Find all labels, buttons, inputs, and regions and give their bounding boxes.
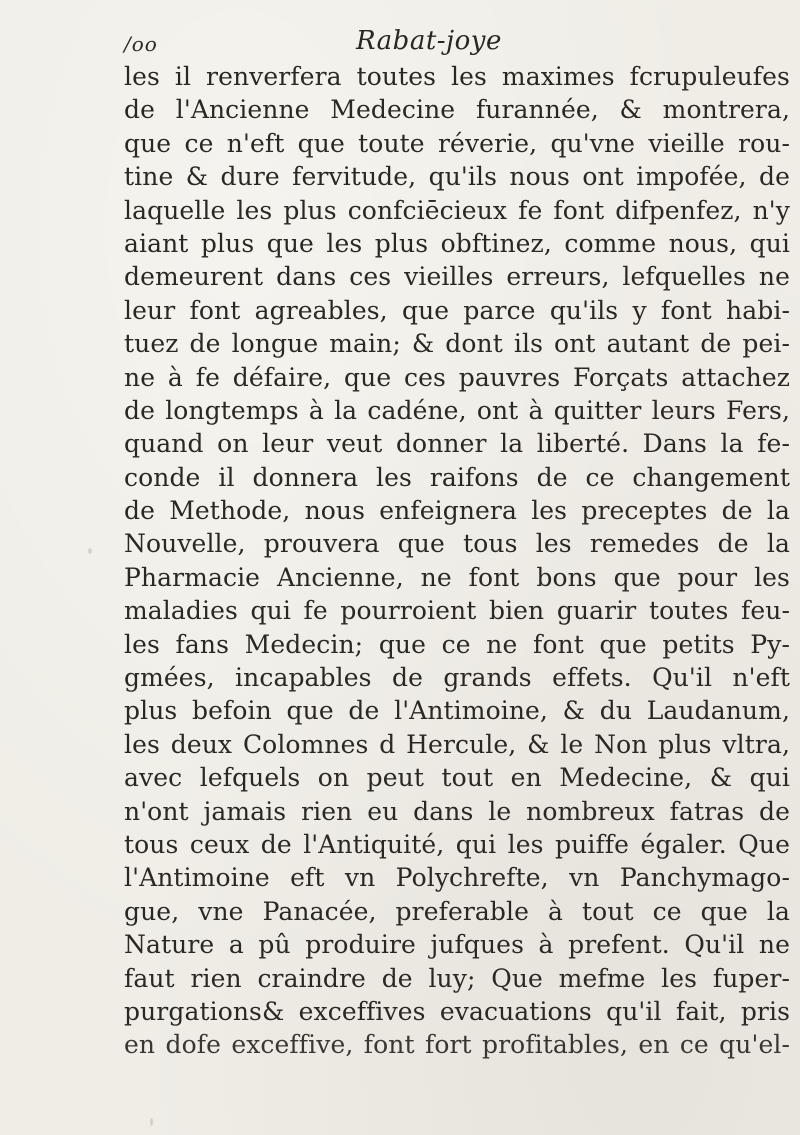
text-line: gmées, incapables de grands effets. Qu'il n'eft	[124, 663, 790, 693]
running-head: Rabat-joye	[356, 26, 502, 56]
text-line: tous ceux de l'Antiquité, qui les puiffe égaler. Que	[124, 829, 790, 859]
text-line: les il renverfera toutes les maximes fcrupuleufes	[124, 62, 790, 91]
ink-speck	[88, 548, 92, 554]
text-line: demeurent dans ces vieilles erreurs, lefquelles ne	[124, 262, 790, 292]
text-line: Pharmacie Ancienne, ne font bons que pour les	[124, 562, 790, 592]
text-line: de longtemps à la cadéne, ont à quitter leurs Fers,	[124, 395, 790, 425]
text-line: leur font agreables, que parce qu'ils y font habi-	[124, 295, 790, 325]
page-number: /oo	[124, 32, 158, 56]
text-line: laquelle les plus confciēcieux fe font difpenfez, n'y	[124, 195, 790, 225]
text-line: n'ont jamais rien eu dans le nombreux fatras de	[124, 796, 790, 826]
text-line: gue, vne Panacée, preferable à tout ce que la	[124, 896, 790, 926]
text-line: plus befoin que de l'Antimoine, & du Laudanum,	[124, 696, 790, 726]
text-line: faut rien craindre de luy; Que mefme les fuper-	[124, 963, 790, 993]
text-line: l'Antimoine eft vn Polychrefte, vn Panchymago-	[124, 863, 790, 893]
text-line: de l'Ancienne Medecine furannée, & montrera,	[124, 95, 790, 125]
text-line: les deux Colomnes d Hercule, & le Non plus vltra,	[124, 729, 790, 759]
text-line: que ce n'eft que toute réverie, qu'vne vieille rou-	[124, 128, 790, 158]
text-line: en dofe exceffive, font fort profitables, en ce qu'el-	[124, 1030, 790, 1060]
text-line: quand on leur veut donner la liberté. Dans la fe-	[124, 429, 790, 459]
text-line: Nature a pû produire jufques à prefent. Qu'il ne	[124, 930, 790, 960]
body-text	[124, 60, 790, 1062]
text-line: de Methode, nous enfeignera les preceptes de la	[124, 496, 790, 526]
text-line: tuez de longue main; & dont ils ont autant de pei-	[124, 329, 790, 359]
text-line: purgations& exceffives evacuations qu'il fait, pris	[124, 996, 790, 1026]
text-line: tine & dure fervitude, qu'ils nous ont impofée, de	[124, 162, 790, 192]
text-line: les fans Medecin; que ce ne font que petits Py-	[124, 629, 790, 659]
text-line: aiant plus que les plus obftinez, comme nous, qui	[124, 228, 790, 258]
text-line: maladies qui fe pourroient bien guarir toutes feu-	[124, 596, 790, 626]
text-line: Nouvelle, prouvera que tous les remedes de la	[124, 529, 790, 559]
ink-speck	[150, 1118, 153, 1126]
text-line: conde il donnera les raifons de ce changement	[124, 462, 790, 492]
text-line: ne à fe défaire, que ces pauvres Forçats attachez	[124, 362, 790, 392]
text-line: avec lefquels on peut tout en Medecine, & qui	[124, 763, 790, 793]
